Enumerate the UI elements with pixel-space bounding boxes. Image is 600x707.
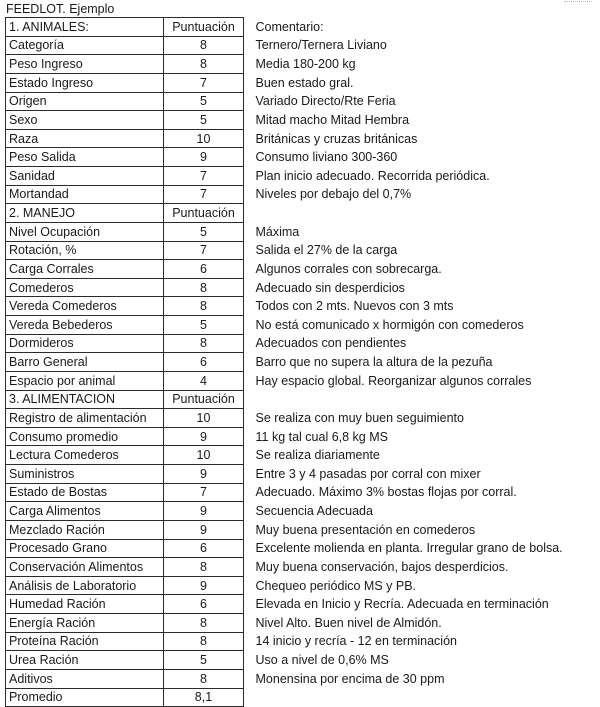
comment-cell-empty (253, 390, 599, 409)
table-row (6, 334, 599, 353)
score-column-header: Puntuación (164, 204, 244, 223)
score-cell: 5 (164, 111, 244, 130)
score-cell: 8 (164, 36, 244, 55)
column-gap (244, 204, 253, 223)
table-row (6, 539, 599, 558)
column-gap (244, 148, 253, 167)
average-score: 8,1 (164, 688, 244, 707)
comment-cell: Monensina por encima de 30 ppm (255, 671, 445, 686)
section-header-row (6, 18, 599, 37)
criterion-cell: Conservación Alimentos (6, 558, 164, 577)
column-gap (244, 297, 253, 316)
score-cell: 9 (164, 520, 244, 539)
table-row (6, 148, 599, 167)
score-cell: 6 (164, 539, 244, 558)
column-gap (244, 669, 253, 688)
comment-cell: Adecuado sin desperdicios (255, 280, 405, 295)
table-row (6, 465, 599, 484)
score-cell: 9 (164, 465, 244, 484)
score-cell: 6 (164, 595, 244, 614)
column-gap (244, 185, 253, 204)
criterion-cell: Mezclado Ración (6, 520, 164, 539)
score-cell: 8 (164, 614, 244, 633)
table-row (6, 73, 599, 92)
table-row (6, 558, 599, 577)
column-gap (244, 595, 253, 614)
criterion-cell: Registro de alimentación (6, 409, 164, 428)
score-cell: 9 (164, 576, 244, 595)
average-row (6, 688, 599, 707)
criterion-cell: Urea Ración (6, 651, 164, 670)
comment-cell: Buen estado gral. (255, 75, 354, 90)
column-gap (244, 502, 253, 521)
table-row (6, 520, 599, 539)
score-cell: 8 (164, 669, 244, 688)
table-row (6, 36, 599, 55)
score-cell: 8 (164, 278, 244, 297)
table-row (6, 55, 599, 74)
column-gap (244, 483, 253, 502)
table-row (6, 316, 599, 335)
score-cell: 5 (164, 92, 244, 111)
score-cell: 8 (164, 632, 244, 651)
comment-cell: Consumo liviano 300-360 (255, 150, 398, 165)
comment-cell: Variado Directo/Rte Feria (255, 94, 396, 109)
criterion-cell: Análisis de Laboratorio (6, 576, 164, 595)
column-gap (244, 241, 253, 260)
table-row (6, 92, 599, 111)
comment-cell: 11 kg tal cual 6,8 kg MS (255, 429, 388, 444)
comment-cell: Adecuados con pendientes (255, 336, 407, 351)
table-row (6, 427, 599, 446)
criterion-cell: Proteína Ración (6, 632, 164, 651)
comment-cell: Hay espacio global. Reorganizar algunos corrales (255, 373, 532, 388)
column-gap (244, 632, 253, 651)
table-row (6, 614, 599, 633)
column-gap (244, 129, 253, 148)
column-gap (244, 167, 253, 186)
score-cell: 10 (164, 129, 244, 148)
score-cell: 7 (164, 73, 244, 92)
table-row (6, 167, 599, 186)
table-row (6, 669, 599, 688)
column-gap (244, 316, 253, 335)
criterion-cell: Humedad Ración (6, 595, 164, 614)
column-gap (244, 55, 253, 74)
comment-cell: Excelente molienda en planta. Irregular grano de bolsa. (255, 541, 563, 556)
column-gap (244, 427, 253, 446)
comment-cell: Muy buena presentación en comederos (255, 522, 476, 537)
table-row (6, 278, 599, 297)
score-cell: 8 (164, 55, 244, 74)
table-row (6, 185, 599, 204)
column-gap (244, 260, 253, 279)
criterion-cell: Peso Salida (6, 148, 164, 167)
score-cell: 7 (164, 483, 244, 502)
column-gap (244, 465, 253, 484)
column-gap (244, 688, 253, 707)
comment-cell: Adecuado. Máximo 3% bostas flojas por corral. (255, 485, 517, 500)
score-cell: 9 (164, 148, 244, 167)
comment-cell: Ternero/Ternera Liviano (255, 38, 387, 53)
document-title: FEEDLOT. Ejemplo (6, 2, 115, 16)
score-cell: 9 (164, 427, 244, 446)
criterion-cell: Categoría (6, 36, 164, 55)
table-row (6, 446, 599, 465)
comment-cell-empty (253, 688, 599, 707)
criterion-cell: Barro General (6, 353, 164, 372)
criterion-cell: Consumo promedio (6, 427, 164, 446)
comment-cell: Barro que no supera la altura de la pezuña (255, 355, 493, 370)
comment-column-header: Comentario: (255, 19, 324, 34)
criterion-cell: Origen (6, 92, 164, 111)
column-gap (244, 73, 253, 92)
criterion-cell: Vereda Comederos (6, 297, 164, 316)
table-row (6, 632, 599, 651)
score-cell: 6 (164, 353, 244, 372)
table-row (6, 595, 599, 614)
comment-cell: Británicas y cruzas británicas (255, 131, 418, 146)
score-cell: 5 (164, 222, 244, 241)
column-gap (244, 278, 253, 297)
table-row (6, 483, 599, 502)
criterion-cell: Energía Ración (6, 614, 164, 633)
column-gap (244, 111, 253, 130)
comment-cell: 14 inicio y recría - 12 en terminación (255, 634, 457, 649)
column-gap (244, 651, 253, 670)
column-gap (244, 539, 253, 558)
table-row (6, 241, 599, 260)
criterion-cell: Estado de Bostas (6, 483, 164, 502)
criterion-cell: Espacio por animal (6, 371, 164, 390)
criterion-cell: Lectura Comederos (6, 446, 164, 465)
table-row (6, 260, 599, 279)
score-cell: 10 (164, 446, 244, 465)
section-title: 2. MANEJO (6, 204, 164, 223)
table-row (6, 129, 599, 148)
comment-cell: Algunos corrales con sobrecarga. (255, 261, 442, 276)
comment-cell: Máxima (255, 224, 300, 239)
score-cell: 8 (164, 334, 244, 353)
comment-cell-empty (253, 204, 599, 223)
criterion-cell: Aditivos (6, 669, 164, 688)
section-header-row (6, 390, 599, 409)
score-cell: 7 (164, 185, 244, 204)
column-gap (244, 409, 253, 428)
comment-cell: Plan inicio adecuado. Recorrida periódica. (255, 168, 490, 183)
section-title: 1. ANIMALES: (6, 18, 164, 37)
comment-cell: Se realiza diariamente (255, 448, 380, 463)
criterion-cell: Carga Alimentos (6, 502, 164, 521)
column-gap (244, 614, 253, 633)
table-row (6, 297, 599, 316)
table-row (6, 222, 599, 241)
column-gap (244, 222, 253, 241)
comment-cell: Elevada en Inicio y Recría. Adecuada en terminación (255, 597, 549, 612)
scoring-table-body (6, 18, 599, 707)
comment-cell: Nivel Alto. Buen nivel de Almidón. (255, 615, 442, 630)
criterion-cell: Sanidad (6, 167, 164, 186)
score-cell: 5 (164, 316, 244, 335)
criterion-cell: Comederos (6, 278, 164, 297)
section-title: 3. ALIMENTACION (6, 390, 164, 409)
score-cell: 9 (164, 502, 244, 521)
table-row (6, 353, 599, 372)
score-cell: 6 (164, 260, 244, 279)
comment-cell: Muy buena conservación, bajos desperdicios. (255, 559, 509, 574)
criterion-cell: Rotación, % (6, 241, 164, 260)
column-gap (244, 520, 253, 539)
comment-cell: Salida el 27% de la carga (255, 243, 398, 258)
column-gap (244, 353, 253, 372)
table-row (6, 576, 599, 595)
table-row (6, 371, 599, 390)
comment-cell: Todos con 2 mts. Nuevos con 3 mts (255, 299, 454, 314)
comment-cell: Uso a nivel de 0,6% MS (255, 653, 389, 668)
comment-cell: Secuencia Adecuada (255, 504, 373, 519)
table-row (6, 111, 599, 130)
criterion-cell: Carga Corrales (6, 260, 164, 279)
score-column-header: Puntuación (164, 390, 244, 409)
score-cell: 7 (164, 241, 244, 260)
criterion-cell: Dormideros (6, 334, 164, 353)
average-label: Promedio (6, 688, 164, 707)
column-gap (244, 18, 253, 37)
comment-cell: Se realiza con muy buen seguimiento (255, 410, 464, 425)
criterion-cell: Estado Ingreso (6, 73, 164, 92)
criterion-cell: Sexo (6, 111, 164, 130)
column-gap (244, 36, 253, 55)
column-gap (244, 558, 253, 577)
score-cell: 8 (164, 558, 244, 577)
criterion-cell: Vereda Bebederos (6, 316, 164, 335)
comment-cell: Entre 3 y 4 pasadas por corral con mixer (255, 466, 481, 481)
score-cell: 8 (164, 297, 244, 316)
comment-cell: Media 180-200 kg (255, 57, 356, 72)
table-row (6, 651, 599, 670)
column-gap (244, 446, 253, 465)
score-cell: 4 (164, 371, 244, 390)
column-gap (244, 371, 253, 390)
criterion-cell: Peso Ingreso (6, 55, 164, 74)
column-gap (244, 92, 253, 111)
scoring-table (5, 17, 599, 707)
score-cell: 10 (164, 409, 244, 428)
scan-artifact (564, 1, 592, 3)
criterion-cell: Mortandad (6, 185, 164, 204)
comment-cell: No está comunicado x hormigón con comederos (255, 317, 524, 332)
score-column-header: Puntuación (164, 18, 244, 37)
score-cell: 7 (164, 167, 244, 186)
comment-cell: Niveles por debajo del 0,7% (255, 187, 412, 202)
section-header-row (6, 204, 599, 223)
column-gap (244, 390, 253, 409)
table-row (6, 409, 599, 428)
comment-cell: Mitad macho Mitad Hembra (255, 112, 410, 127)
comment-cell: Chequeo periódico MS y PB. (255, 578, 417, 593)
column-gap (244, 576, 253, 595)
criterion-cell: Raza (6, 129, 164, 148)
criterion-cell: Nivel Ocupación (6, 222, 164, 241)
table-row (6, 502, 599, 521)
criterion-cell: Suministros (6, 465, 164, 484)
column-gap (244, 334, 253, 353)
score-cell: 5 (164, 651, 244, 670)
criterion-cell: Procesado Grano (6, 539, 164, 558)
